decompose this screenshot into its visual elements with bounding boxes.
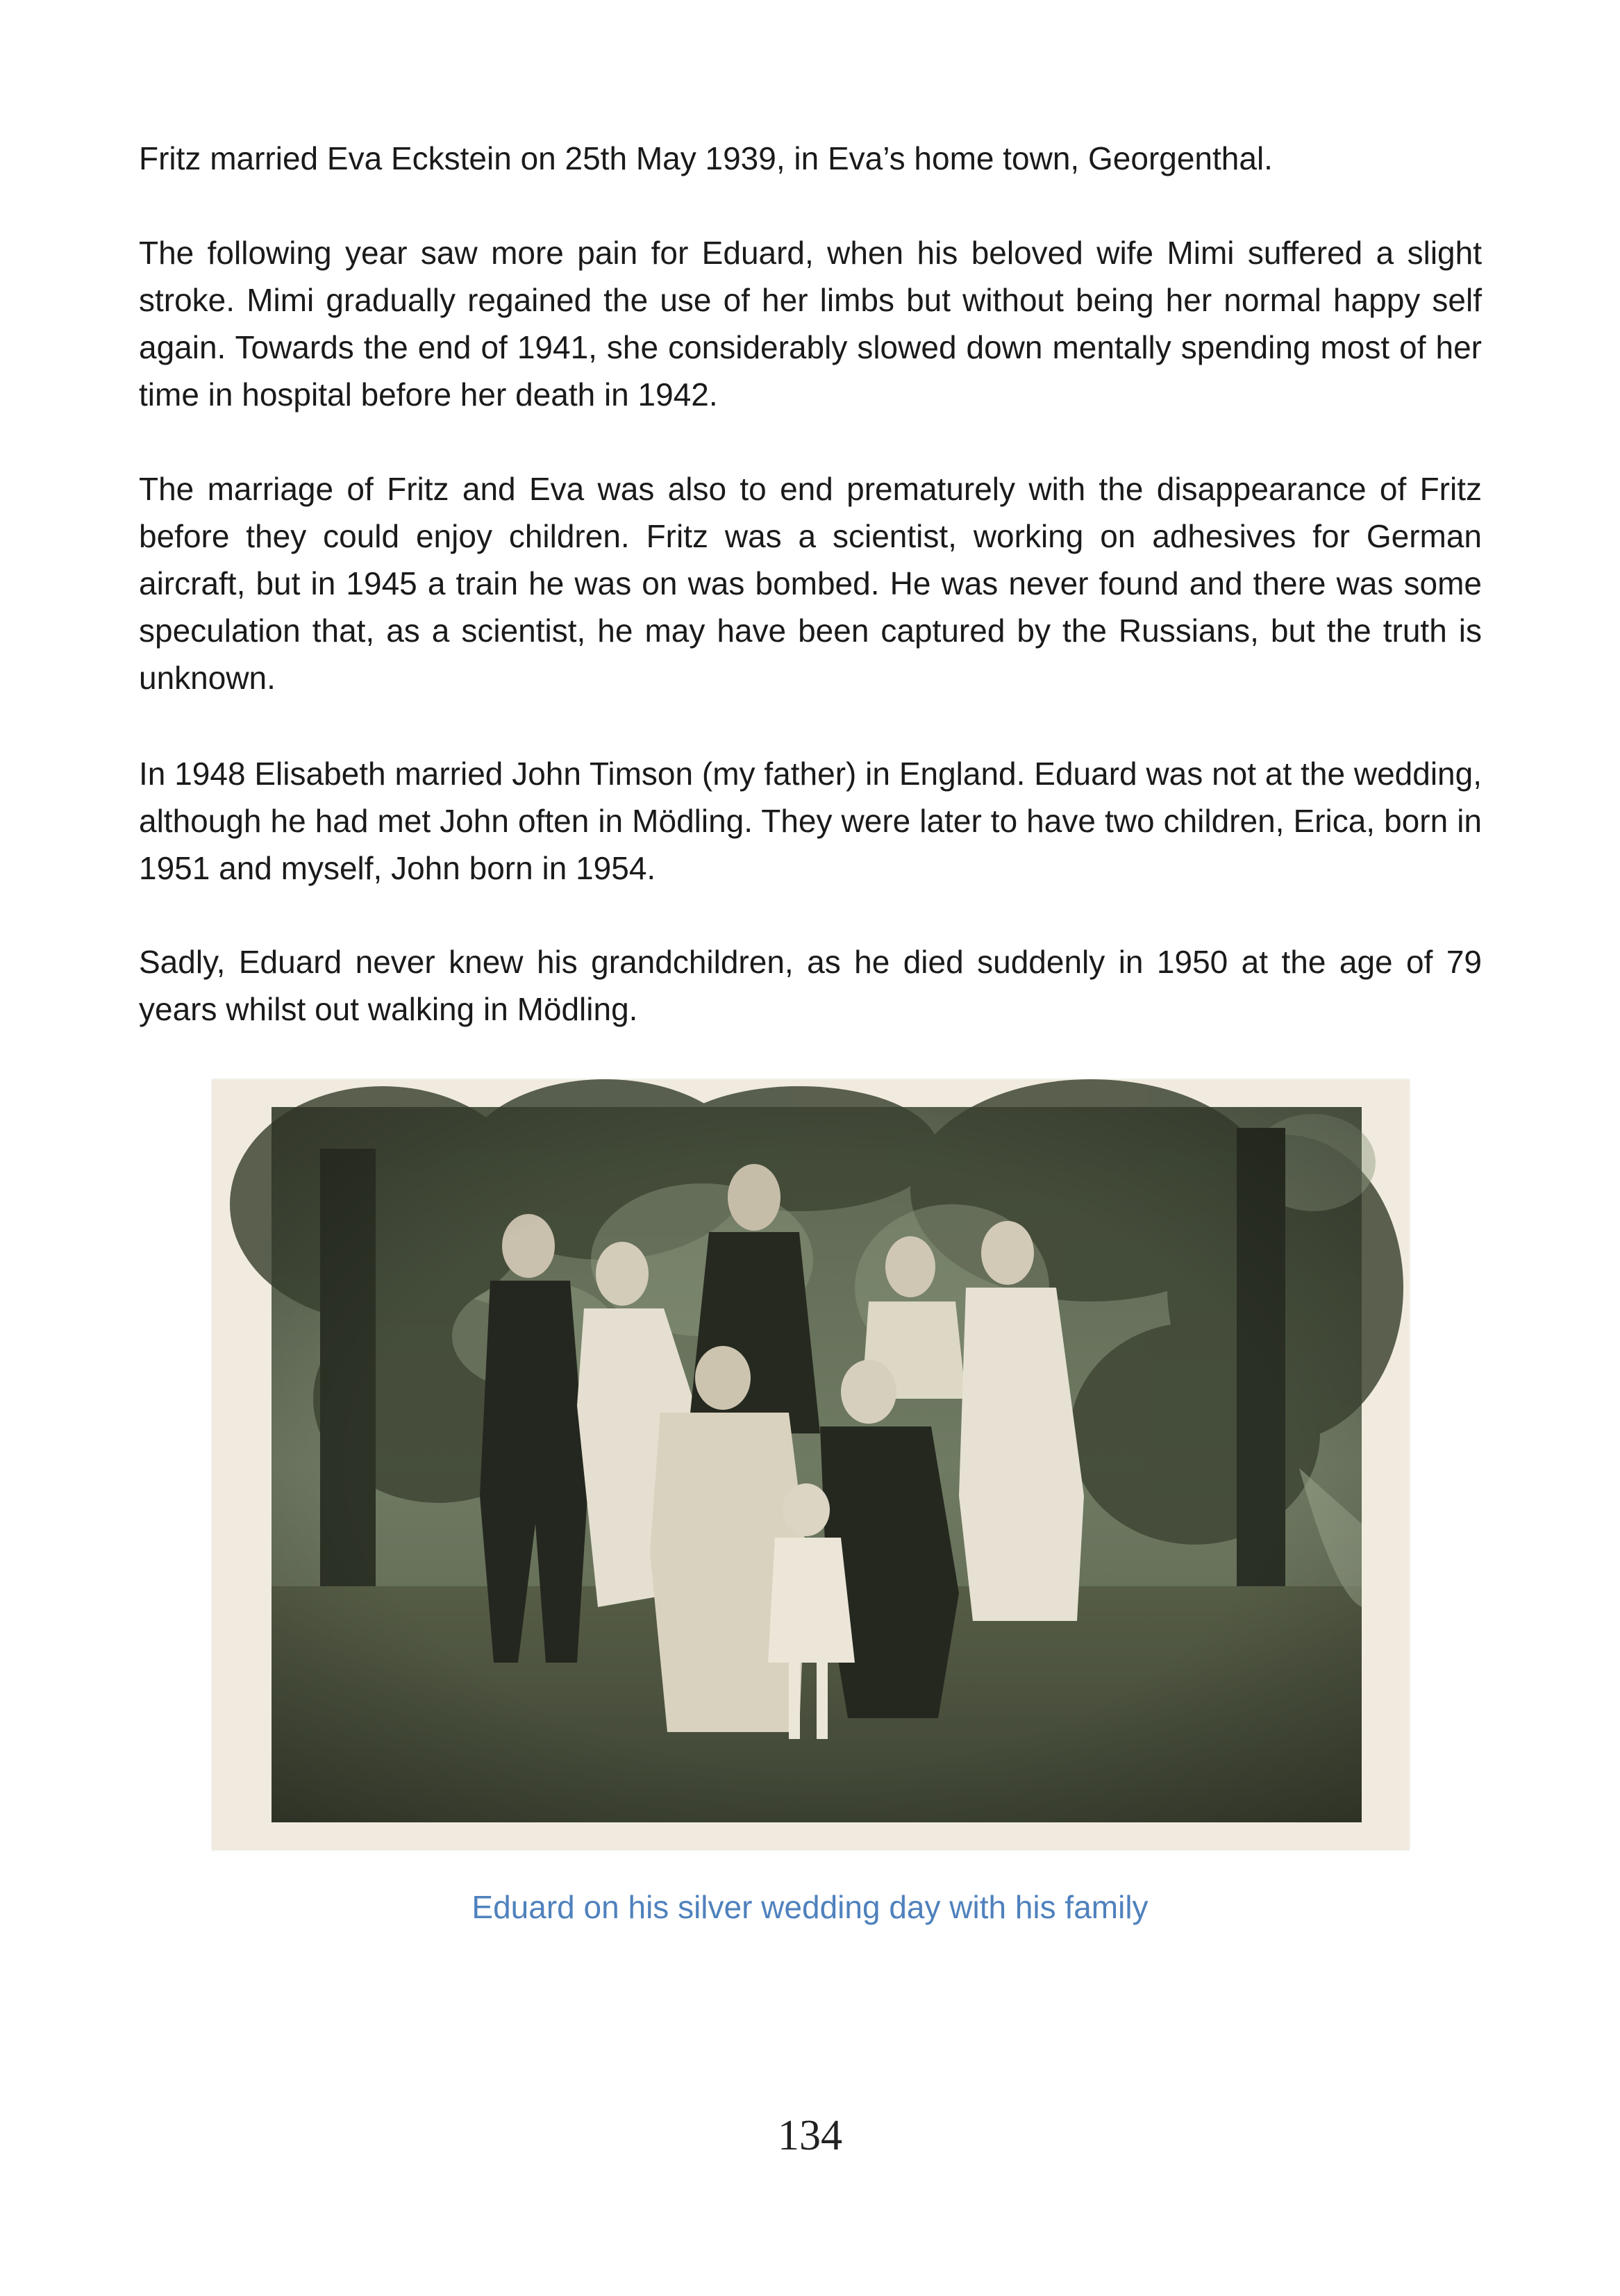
family-photo — [212, 1079, 1410, 1850]
page-number: 134 — [778, 2112, 842, 2159]
paragraph-eduard-death: Sadly, Eduard never knew his grandchildren, as he died suddenly in 1950 at the age of 79 years whilst out walking in Mödling. — [139, 944, 1482, 1027]
photo-caption: Eduard on his silver wedding day with his family — [471, 1889, 1149, 1925]
family-photo-image — [212, 1079, 1410, 1850]
paragraph-marriage: Fritz married Eva Eckstein on 25th May 1939, in Eva’s home town, Georgenthal. — [139, 140, 1273, 176]
paragraph-mimi-stroke: The following year saw more pain for Eduard, when his beloved wife Mimi suffered a slight stroke. Mimi gradually regained the use of her limbs but without being her normal happy self again. Towards the end of 1941, she considerably slowed down mentally spending most of her time in hospital before her death in 1942. — [139, 235, 1482, 413]
paragraph-fritz-disappearance: The marriage of Fritz and Eva was also to end prematurely with the disappearance of Fritz before they could enjoy children. Fritz was a scientist, working on adhesives for German aircraft, but in 1945 a train he was on was bombed. He was never found and there was some speculation that, as a scientist, he may have been captured by the Russians, but the truth is unknown. — [139, 471, 1482, 696]
paragraph-elisabeth-marriage: In 1948 Elisabeth married John Timson (my father) in England. Eduard was not at the wedding, although he had met John often in Mödling. They were later to have two children, Erica, born in 1951 and myself, John born in 1954. — [139, 756, 1482, 886]
